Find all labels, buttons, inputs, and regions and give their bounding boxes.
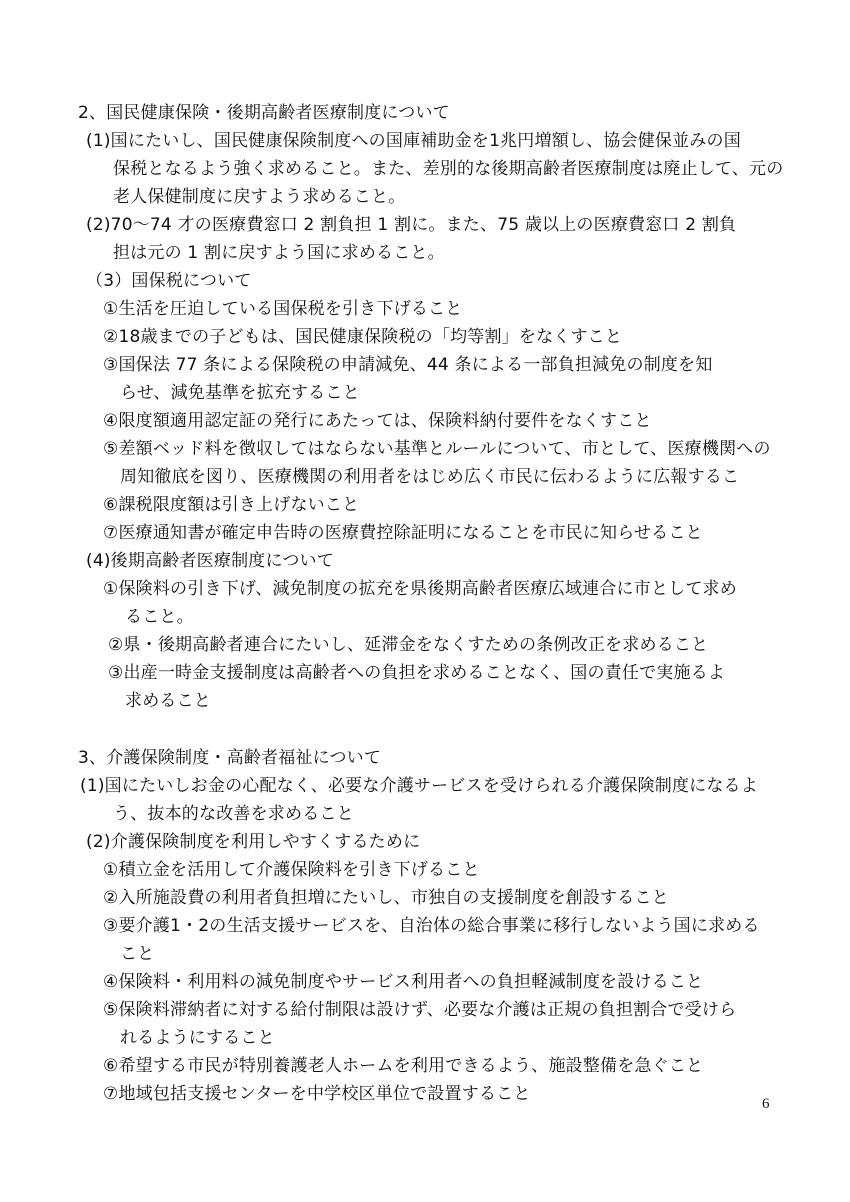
s3-item-2-sub-4: ④保険料・利用料の減免制度やサービス利用者への負担軽減制度を設けること xyxy=(103,972,704,992)
s2-item-3-sub-2: ②18歳までの子どもは、国民健康保険税の「均等割」をなくすこと xyxy=(103,327,623,347)
s3-item-1-line-1: (1)国にたいしお金の心配なく、必要な介護サービスを受けられる介護保険制度になるよ xyxy=(80,776,758,796)
s2-item-3-sub-1: ①生活を圧迫している国保税を引き下げること xyxy=(103,299,463,319)
s3-item-2-sub-3-cont: こと xyxy=(120,944,155,964)
s2-item-4-sub-3: ③出産一時金支援制度は高齢者への負担を求めることなく、国の責任で実施るよ xyxy=(108,663,726,683)
s2-item-3-sub-3: ③国保法 77 条による保険税の申請減免、44 条による一部負担減免の制度を知 xyxy=(103,355,713,375)
page-number: 6 xyxy=(762,1096,770,1112)
s2-item-4-heading: (4)後期高齢者医療制度について xyxy=(86,551,334,571)
s2-item-3-sub-7: ⑦医療通知書が確定申告時の医療費控除証明になることを市民に知らせること xyxy=(103,523,703,543)
s3-item-2-sub-7: ⑦地域包括支援センターを中学校区単位で設置すること xyxy=(103,1084,531,1104)
s2-item-3-heading: （3）国保税について xyxy=(86,271,252,291)
s3-item-2-sub-1: ①積立金を活用して介護保険料を引き下げること xyxy=(103,860,480,880)
s3-item-2-sub-2: ②入所施設費の利用者負担増にたいし、市独自の支援制度を創設すること xyxy=(103,888,669,908)
s3-item-2-sub-3: ③要介護1・2の生活支援サービスを、自治体の総合事業に移行しないよう国に求める xyxy=(103,916,760,936)
s3-item-1-line-2: う、抜本的な改善を求めること xyxy=(113,804,354,824)
s2-item-3-sub-5: ⑤差額ベッド料を徴収してはならない基準とルールについて、市として、医療機関への xyxy=(103,439,771,459)
s2-item-1-line-2: 保税となるよう強く求めること。また、差別的な後期高齢者医療制度は廃止して、元の xyxy=(113,159,784,179)
s2-item-3-sub-5-cont: 周知徹底を図り、医療機関の利用者をはじめ広く市民に伝わるように広報するこ xyxy=(120,467,740,487)
s2-item-4-sub-1: ①保険料の引き下げ、減免制度の拡充を県後期高齢者医療広域連合に市として求め xyxy=(103,579,737,599)
s2-item-3-sub-4: ④限度額適用認定証の発行にあたっては、保険料納付要件をなくすこと xyxy=(103,411,652,431)
s3-item-2-sub-5-cont: れるようにすること xyxy=(120,1028,275,1048)
s3-item-2-sub-6: ⑥希望する市民が特別養護老人ホームを利用できるよう、施設整備を急ぐこと xyxy=(103,1056,704,1076)
section-3-heading: 3、介護保険制度・高齢者福祉について xyxy=(78,748,382,768)
s2-item-1-line-3: 老人保健制度に戻すよう求めること。 xyxy=(113,187,406,207)
s2-item-2-line-2: 担は元の 1 割に戻すよう国に求めること。 xyxy=(113,243,445,263)
s2-item-4-sub-2: ②県・後期高齢者連合にたいし、延滞金をなくすための条例改正を求めること xyxy=(108,635,709,655)
s3-item-2-sub-5: ⑤保険料滞納者に対する給付制限は設けず、必要な介護は正規の負担割合で受けら xyxy=(103,1000,737,1020)
s3-item-2-heading: (2)介護保険制度を利用しやすくするために xyxy=(86,832,421,852)
s2-item-4-sub-3-cont: 求めること xyxy=(125,691,211,711)
section-2-heading: 2、国民健康保険・後期高齢者医療制度について xyxy=(78,103,450,123)
s2-item-1-line-1: (1)国にたいし、国民健康保険制度への国庫補助金を1兆円増額し、協会健保並みの国 xyxy=(86,131,741,151)
s2-item-3-sub-6: ⑥課税限度額は引き上げないこと xyxy=(103,495,360,515)
s2-item-3-sub-3-cont: らせ、減免基準を拡充すること xyxy=(120,383,360,403)
s2-item-4-sub-1-cont: ること。 xyxy=(125,607,194,627)
s2-item-2-line-1: (2)70～74 才の医療費窓口 2 割負担 1 割に。また、75 歳以上の医療費窓口 2 割負 xyxy=(86,215,737,235)
